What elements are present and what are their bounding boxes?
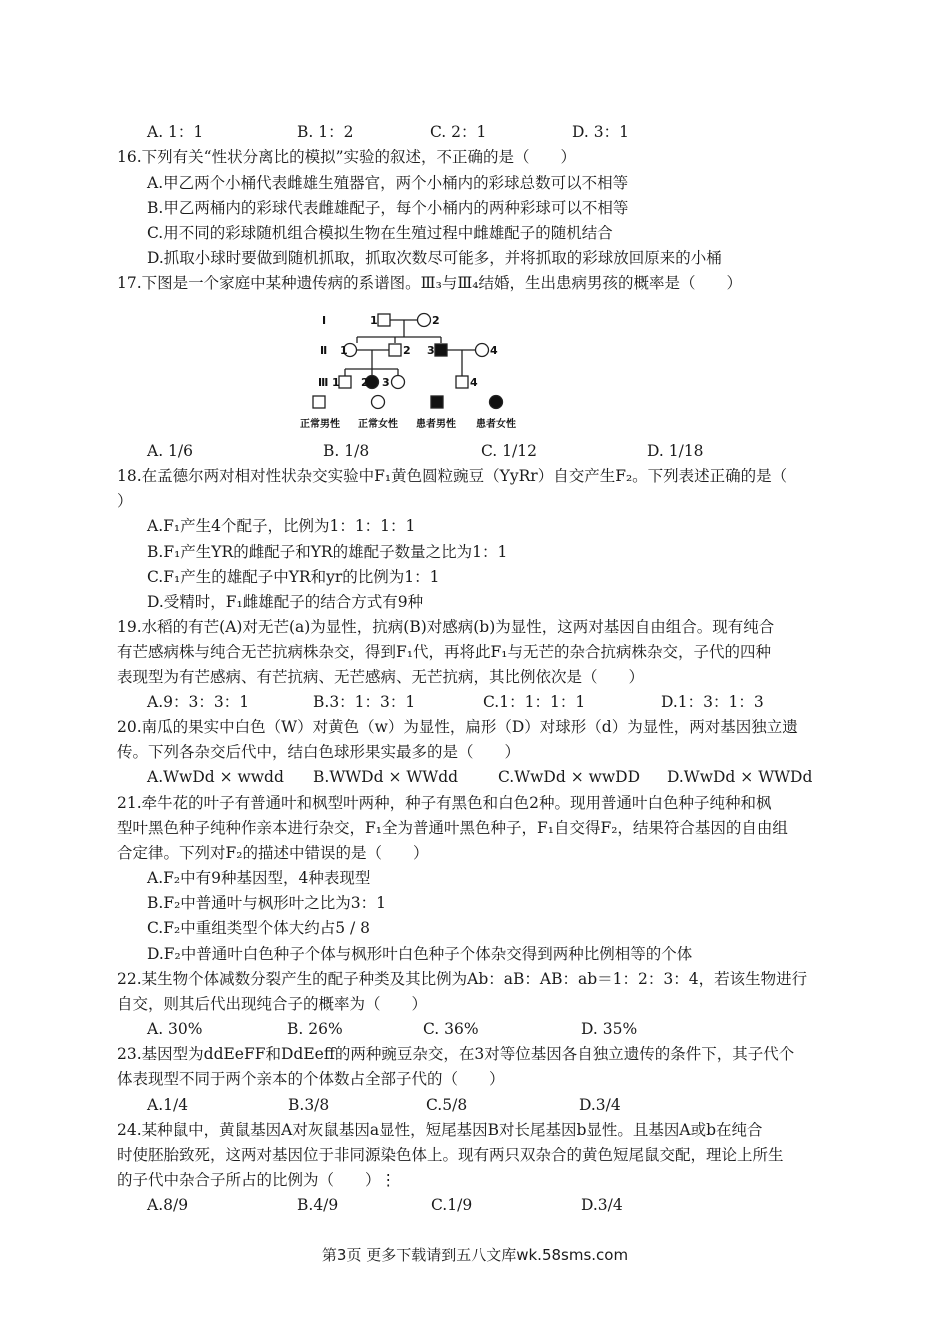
option-b: B.WWDd × WWdd [313, 768, 459, 786]
option-d: D. 1/18 [647, 442, 704, 460]
gen3-male-1 [339, 376, 351, 388]
q21-stem-cont: 型叶黑色种子纯种作亲本进行杂交，F₁全为普通叶黑色种子，F₁自交得F₂，结果符合基因的自由组 [117, 819, 788, 837]
q18-option-b: B.F₁产生YR的雌配子和YR的雄配子数量之比为1：1 [147, 543, 508, 561]
pedigree-chart [300, 305, 540, 435]
q16-option-d: D.抓取小球时要做到随机抓取，抓取次数尽可能多，并将抓取的彩球放回原来的小桶 [147, 249, 722, 267]
gen3-male-4 [456, 376, 468, 388]
pedigree-number: 1 [370, 314, 378, 327]
option-c: C.1：1：1：1 [483, 693, 586, 711]
legend-normal-female-symbol [372, 396, 385, 409]
option-b: B. 1：2 [297, 123, 354, 141]
q21-stem: 21.牵牛花的叶子有普通叶和枫型叶两种，种子有黑色和白色2种。现用普通叶白色种子纯种和枫 [117, 794, 772, 812]
q21-option-a: A.F₂中有9种基因型，4种表现型 [147, 869, 371, 887]
option-d: D.3/4 [581, 1196, 623, 1214]
pedigree-number: 1 [340, 344, 348, 357]
option-c: C. 36% [423, 1020, 479, 1038]
q24-stem-cont: 时使胚胎致死，这两对基因位于非同源染色体上。现有两只双杂合的黄色短尾鼠交配，理论上所生 [117, 1146, 784, 1164]
option-a: A. 1：1 [147, 123, 204, 141]
option-d: D. 3：1 [572, 123, 629, 141]
q24-stem: 24.某种鼠中，黄鼠基因A对灰鼠基因a显性，短尾基因B对长尾基因b显性。且基因A或b在纯合 [117, 1121, 763, 1139]
legend-affected-female: 患者女性 [476, 419, 516, 430]
option-b: B. 26% [287, 1020, 343, 1038]
generation-label-1: Ⅰ [322, 314, 327, 327]
option-a: A. 1/6 [147, 442, 193, 460]
pedigree-number: 3 [382, 376, 390, 389]
legend-normal-female: 正常女性 [358, 419, 398, 430]
option-d: D. 35% [581, 1020, 638, 1038]
q18-stem-cont: ） [117, 492, 133, 510]
generation-label-2: Ⅱ [320, 344, 328, 357]
option-c: C.1/9 [431, 1196, 473, 1214]
option-a: A.1/4 [147, 1096, 189, 1114]
option-c: C. 2：1 [430, 123, 487, 141]
q18-option-a: A.F₁产生4个配子，比例为1：1：1：1 [147, 517, 416, 535]
option-a: A.WwDd × wwdd [147, 768, 284, 786]
q19-stem-cont: 有芒感病株与纯合无芒抗病株杂交，得到F₁代，再将此F₁与无芒的杂合抗病株杂交，子代的四种 [117, 643, 771, 661]
gen2-affected-male-3 [435, 344, 447, 356]
gen1-female-2 [418, 314, 431, 327]
pedigree-number: 1 [332, 376, 340, 389]
legend-affected-male-symbol [431, 396, 443, 408]
q16-option-c: C.用不同的彩球随机组合模拟生物在生殖过程中雌雄配子的随机结合 [147, 224, 613, 242]
legend-affected-male: 患者男性 [416, 419, 456, 430]
option-b: B.4/9 [297, 1196, 339, 1214]
q16-stem: 16.下列有关“性状分离比的模拟”实验的叙述，不正确的是（ ） [117, 148, 577, 166]
q18-option-c: C.F₁产生的雄配子中YR和yr的比例为1：1 [147, 568, 440, 586]
option-a: A.8/9 [147, 1196, 189, 1214]
q17-stem: 17.下图是一个家庭中某种遗传病的系谱图。Ⅲ₃与Ⅲ₄结婚，生出患病男孩的概率是（ ） [117, 274, 742, 292]
q19-stem: 19.水稻的有芒(A)对无芒(a)为显性，抗病(B)对感病(b)为显性，这两对基因自由组合。现有纯合 [117, 618, 775, 636]
q20-stem-cont: 传。下列各杂交后代中，结白色球形果实最多的是（ ） [117, 743, 521, 761]
legend-affected-female-symbol [490, 396, 503, 409]
q21-stem-cont: 合定律。下列对F₂的描述中错误的是（ ） [117, 844, 429, 862]
pedigree-number: 3 [427, 344, 435, 357]
page-footer: 第3页 更多下载请到五八文库wk.58sms.com [321, 1246, 629, 1264]
option-b: B.3：1：3：1 [313, 693, 416, 711]
pedigree-number: 4 [470, 376, 478, 389]
option-c: C.5/8 [426, 1096, 468, 1114]
option-a: A. 30% [147, 1020, 203, 1038]
q16-option-a: A.甲乙两个小桶代表雌雄生殖器官，两个小桶内的彩球总数可以不相等 [147, 174, 629, 192]
pedigree-number: 2 [403, 344, 411, 357]
legend-normal-male-symbol [313, 396, 325, 408]
q22-stem: 22.某生物个体减数分裂产生的配子种类及其比例为Ab：aB：AB：ab＝1：2：3：4，若该生物进行 [117, 970, 808, 988]
gen1-male-1 [378, 314, 390, 326]
q21-option-d: D.F₂中普通叶白色种子个体与枫形叶白色种子个体杂交得到两种比例相等的个体 [147, 945, 693, 963]
option-c: C. 1/12 [481, 442, 537, 460]
q23-stem-cont: 体表现型不同于两个亲本的个体数占全部子代的（ ） [117, 1070, 505, 1088]
option-c: C.WwDd × wwDD [498, 768, 641, 786]
pedigree-number: 4 [490, 344, 498, 357]
option-b: B.3/8 [288, 1096, 330, 1114]
option-d: D.WwDd × WWDd [667, 768, 813, 786]
option-a: A.9：3：3：1 [147, 693, 250, 711]
q21-option-c: C.F₂中重组类型个体大约占5 / 8 [147, 919, 371, 937]
q16-option-b: B.甲乙两桶内的彩球代表雌雄配子，每个小桶内的两种彩球可以不相等 [147, 199, 629, 217]
q21-option-b: B.F₂中普通叶与枫形叶之比为3：1 [147, 894, 387, 912]
q19-stem-cont: 表现型为有芒感病、有芒抗病、无芒感病、无芒抗病，其比例依次是（ ） [117, 668, 645, 686]
q22-stem-cont: 自交，则其后代出现纯合子的概率为（ ） [117, 995, 428, 1013]
option-b: B. 1/8 [323, 442, 370, 460]
option-d: D.3/4 [579, 1096, 621, 1114]
q18-option-d: D.受精时，F₁雌雄配子的结合方式有9种 [147, 593, 424, 611]
q24-stem-cont: 的子代中杂合子所占的比例为（ ）⋮ [117, 1171, 397, 1189]
q20-stem: 20.南瓜的果实中白色（W）对黄色（w）为显性，扁形（D）对球形（d）为显性，两对基因独立遗 [117, 718, 798, 736]
option-d: D.1：3：1：3 [661, 693, 764, 711]
q23-stem: 23.基因型为ddEeFF和DdEeff的两种豌豆杂交，在3对等位基因各自独立遗传的条件下，其子代个 [117, 1045, 795, 1063]
gen3-female-3 [392, 376, 405, 389]
q18-stem: 18.在孟德尔两对相对性状杂交实验中F₁黄色圆粒豌豆（YyRr）自交产生F₂。下列表述正确的是（ [117, 467, 788, 485]
generation-label-3: Ⅲ [318, 376, 329, 389]
pedigree-number: 2 [432, 314, 440, 327]
gen2-male-2 [389, 344, 401, 356]
pedigree-number: 2 [361, 376, 369, 389]
gen2-female-4 [476, 344, 489, 357]
legend-normal-male: 正常男性 [300, 419, 340, 430]
